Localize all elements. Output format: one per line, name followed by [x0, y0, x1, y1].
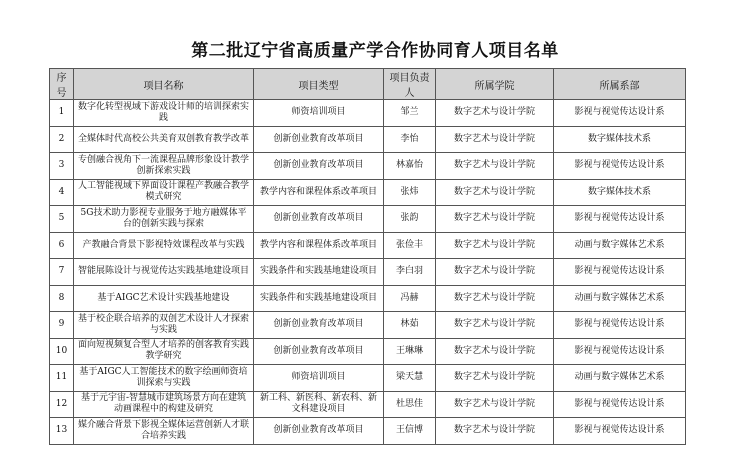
cell-project-name: 基于AIGC人工智能技术的数字绘画师资培训探索与实践 [74, 365, 254, 392]
cell-project-type: 师资培训项目 [254, 365, 384, 392]
cell-index: 11 [50, 365, 74, 392]
cell-project-type: 创新创业教育改革项目 [254, 153, 384, 180]
table-row [50, 418, 686, 445]
cell-project-name: 智能展陈设计与视觉传达实践基地建设项目 [74, 259, 254, 286]
cell-college: 数字艺术与设计学院 [436, 100, 554, 127]
cell-department: 影视与视觉传达设计系 [554, 206, 686, 233]
cell-department: 动画与数字媒体艺术系 [554, 285, 686, 312]
cell-index: 1 [50, 100, 74, 127]
cell-college: 数字艺术与设计学院 [436, 259, 554, 286]
cell-department: 数字媒体技术系 [554, 179, 686, 206]
cell-project-type: 创新创业教育改革项目 [254, 126, 384, 153]
cell-college: 数字艺术与设计学院 [436, 206, 554, 233]
cell-index: 6 [50, 232, 74, 259]
cell-project-name: 基于元宇宙-智慧城市建筑场景方向在建筑动画课程中的构建及研究 [74, 391, 254, 418]
cell-project-lead: 张炜 [384, 179, 436, 206]
cell-department: 数字媒体技术系 [554, 126, 686, 153]
cell-college: 数字艺术与设计学院 [436, 153, 554, 180]
cell-project-lead: 冯赫 [384, 285, 436, 312]
cell-project-name: 人工智能视域下界面设计课程产教融合教学模式研究 [74, 179, 254, 206]
cell-project-type: 创新创业教育改革项目 [254, 418, 384, 445]
cell-department: 影视与视觉传达设计系 [554, 418, 686, 445]
cell-index: 7 [50, 259, 74, 286]
cell-project-type: 教学内容和课程体系改革项目 [254, 232, 384, 259]
cell-project-name: 全媒体时代高校公共美育双创教育教学改革 [74, 126, 254, 153]
table-row [50, 179, 686, 206]
cell-college: 数字艺术与设计学院 [436, 312, 554, 339]
cell-project-name: 基于AIGC艺术设计实践基地建设 [74, 285, 254, 312]
cell-project-name: 5G技术助力影视专业服务于地方融媒体平台的创新实践与探索 [74, 206, 254, 233]
cell-project-lead: 王琳琳 [384, 338, 436, 365]
cell-project-lead: 邹兰 [384, 100, 436, 127]
cell-index: 10 [50, 338, 74, 365]
cell-department: 影视与视觉传达设计系 [554, 100, 686, 127]
cell-project-lead: 林嘉怡 [384, 153, 436, 180]
cell-project-lead: 梁天慧 [384, 365, 436, 392]
cell-index: 3 [50, 153, 74, 180]
table-row [50, 285, 686, 312]
cell-project-name: 媒介融合背景下影视全媒体运营创新人才联合培养实践 [74, 418, 254, 445]
cell-college: 数字艺术与设计学院 [436, 365, 554, 392]
cell-project-lead: 李怡 [384, 126, 436, 153]
cell-college: 数字艺术与设计学院 [436, 391, 554, 418]
cell-project-name: 数字化转型视域下游戏设计师的培训探索实践 [74, 100, 254, 127]
table-row [50, 365, 686, 392]
table-row [50, 232, 686, 259]
cell-project-type: 创新创业教育改革项目 [254, 206, 384, 233]
table-row [50, 206, 686, 233]
cell-project-lead: 张韵 [384, 206, 436, 233]
cell-department: 动画与数字媒体艺术系 [554, 232, 686, 259]
header-department: 所属系部 [554, 69, 686, 100]
cell-project-type: 创新创业教育改革项目 [254, 312, 384, 339]
header-index: 序号 [50, 69, 74, 100]
cell-project-type: 新工科、新医科、新农科、新文科建设项目 [254, 391, 384, 418]
cell-project-lead: 张俭丰 [384, 232, 436, 259]
project-table [49, 68, 686, 445]
table-row [50, 153, 686, 180]
table-row [50, 338, 686, 365]
cell-index: 8 [50, 285, 74, 312]
table-row [50, 100, 686, 127]
cell-index: 2 [50, 126, 74, 153]
cell-department: 影视与视觉传达设计系 [554, 153, 686, 180]
cell-department: 影视与视觉传达设计系 [554, 338, 686, 365]
table-row [50, 259, 686, 286]
cell-project-name: 基于校企联合培养的双创艺术设计人才探索与实践 [74, 312, 254, 339]
header-college: 所属学院 [436, 69, 554, 100]
cell-project-lead: 王信博 [384, 418, 436, 445]
cell-college: 数字艺术与设计学院 [436, 126, 554, 153]
cell-college: 数字艺术与设计学院 [436, 285, 554, 312]
cell-department: 动画与数字媒体艺术系 [554, 365, 686, 392]
cell-index: 13 [50, 418, 74, 445]
cell-index: 5 [50, 206, 74, 233]
cell-index: 9 [50, 312, 74, 339]
cell-department: 影视与视觉传达设计系 [554, 312, 686, 339]
cell-project-type: 教学内容和课程体系改革项目 [254, 179, 384, 206]
page-title: 第二批辽宁省高质量产学合作协同育人项目名单 [191, 41, 559, 61]
header-project-type: 项目类型 [254, 69, 384, 100]
cell-project-lead: 李白羽 [384, 259, 436, 286]
cell-project-lead: 林茹 [384, 312, 436, 339]
cell-college: 数字艺术与设计学院 [436, 179, 554, 206]
header-project-name: 项目名称 [74, 69, 254, 100]
table-row [50, 312, 686, 339]
cell-project-name: 产教融合背景下影视特效课程改革与实践 [74, 232, 254, 259]
table-row [50, 391, 686, 418]
cell-department: 影视与视觉传达设计系 [554, 391, 686, 418]
header-project-lead: 项目负责人 [384, 69, 436, 100]
cell-project-name: 专创融合视角下一流课程品牌形象设计教学创新探索实践 [74, 153, 254, 180]
cell-project-type: 实践条件和实践基地建设项目 [254, 259, 384, 286]
cell-department: 影视与视觉传达设计系 [554, 259, 686, 286]
cell-project-lead: 杜思佳 [384, 391, 436, 418]
cell-project-type: 实践条件和实践基地建设项目 [254, 285, 384, 312]
cell-index: 4 [50, 179, 74, 206]
cell-project-type: 师资培训项目 [254, 100, 384, 127]
cell-project-type: 创新创业教育改革项目 [254, 338, 384, 365]
table-row [50, 126, 686, 153]
cell-college: 数字艺术与设计学院 [436, 338, 554, 365]
cell-college: 数字艺术与设计学院 [436, 232, 554, 259]
table-header-row [50, 69, 686, 100]
cell-index: 12 [50, 391, 74, 418]
cell-project-name: 面向短视频复合型人才培养的创客教育实践教学研究 [74, 338, 254, 365]
cell-college: 数字艺术与设计学院 [436, 418, 554, 445]
